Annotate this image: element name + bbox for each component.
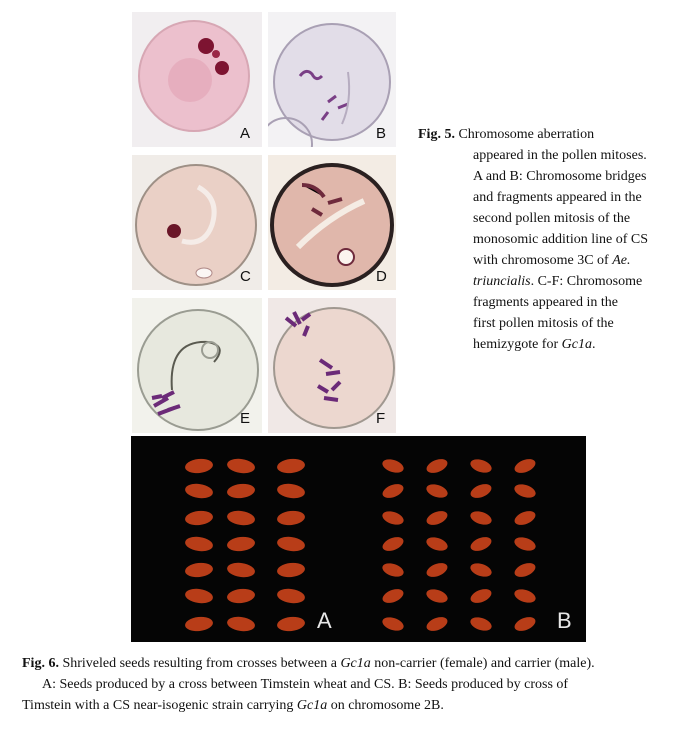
seed [513,560,538,579]
seed [184,535,214,553]
species-name: Ae. [612,253,631,268]
seed [469,561,494,579]
seed [469,457,494,475]
gene-name: Gc1a [561,337,592,352]
seed [425,587,450,605]
panel-label-f: F [376,410,386,427]
gene-name: Gc1a [296,698,328,713]
micrograph-panel-f [268,298,396,433]
seed [226,615,256,633]
seed [226,483,255,500]
seed [276,587,306,605]
figure5-caption-line: fragments appeared in the [473,295,618,310]
seed [276,458,305,475]
seed [381,534,406,553]
figure5-caption-line: monosomic addition line of CS [473,232,648,247]
seed [226,588,255,605]
species-name: triuncialis [473,274,531,289]
micrograph-panel-a [132,12,262,147]
figure5-caption-line: with chromosome 3C of [473,253,613,268]
seed [276,562,305,579]
panel-label-e: E [240,410,251,427]
seed-group-label-b: B [557,608,572,633]
seed [425,560,450,579]
figure5-caption-line: first pollen mitosis of the [473,316,614,331]
panel-label-d: D [376,268,387,285]
seed [381,586,406,605]
figure5-caption-line: . C-F: Chromosome [530,274,643,289]
seed [469,481,494,500]
micrograph-panel-d [268,155,396,290]
micrograph-panel-c [132,155,262,290]
seed [226,509,256,527]
seed [276,510,305,527]
figure5-caption-line: . [591,337,596,352]
figure5-caption-title: Fig. 5. [418,127,455,142]
seed [513,508,538,527]
seed [469,586,494,605]
seed [184,616,213,633]
micrograph-panel-e [132,298,262,433]
seed [513,535,538,553]
micrograph-panel-b [268,12,396,147]
seed [425,535,450,553]
seed [425,614,450,633]
figure6-caption-line: Timstein with a CS near-isogenic strain carrying [22,698,297,713]
seed [425,508,450,527]
seed [226,536,255,553]
seed [513,614,538,633]
seed [184,562,213,579]
seed [381,509,406,527]
seed [513,456,538,475]
seed-group-label-a: A [317,608,332,633]
seed [425,456,450,475]
seed [469,615,494,633]
seed [226,457,256,475]
panel-label-b: B [376,125,387,142]
seed [276,482,306,500]
seed [184,510,213,527]
seed [425,482,450,500]
seed [513,587,538,605]
figure6-caption-line: non-carrier (female) and carrier (male). [370,656,595,671]
gene-name: Gc1a [340,656,371,671]
figure6-caption [22,653,682,716]
figure5-caption-line: second pollen mitosis of the [473,211,631,226]
seed [276,535,306,553]
seed [381,481,406,500]
seed [226,561,256,579]
seed [381,615,406,633]
figure6-caption-line: Shriveled seeds resulting from crosses between a [58,656,341,671]
seed [184,587,214,605]
seed [513,482,538,500]
seed [469,509,494,527]
seed [381,457,406,475]
figure5-caption-line: A and B: Chromosome bridges [473,169,647,184]
seed [184,482,214,500]
figure5-caption-line: and fragments appeared in the [473,190,642,205]
seed [276,616,305,633]
seed-grid [131,436,586,642]
seed [381,561,406,579]
figure5-caption-line: Chromosome aberration [454,127,595,142]
figure5-caption-line: hemizygote for [473,337,562,352]
figure5-caption-line: appeared in the pollen mitoses. [473,148,647,163]
panel-label-a: A [240,125,251,142]
seed [184,458,213,475]
seed [469,534,494,553]
seed-photo [131,436,586,642]
figure6-caption-title: Fig. 6. [22,656,59,671]
figure5-caption [418,124,680,355]
figure6-caption-line: on chromosome 2B. [327,698,444,713]
panel-label-c: C [240,268,251,285]
figure6-caption-line: A: Seeds produced by a cross between Timstein wheat and CS. B: Seeds produced by cross of [42,677,569,692]
